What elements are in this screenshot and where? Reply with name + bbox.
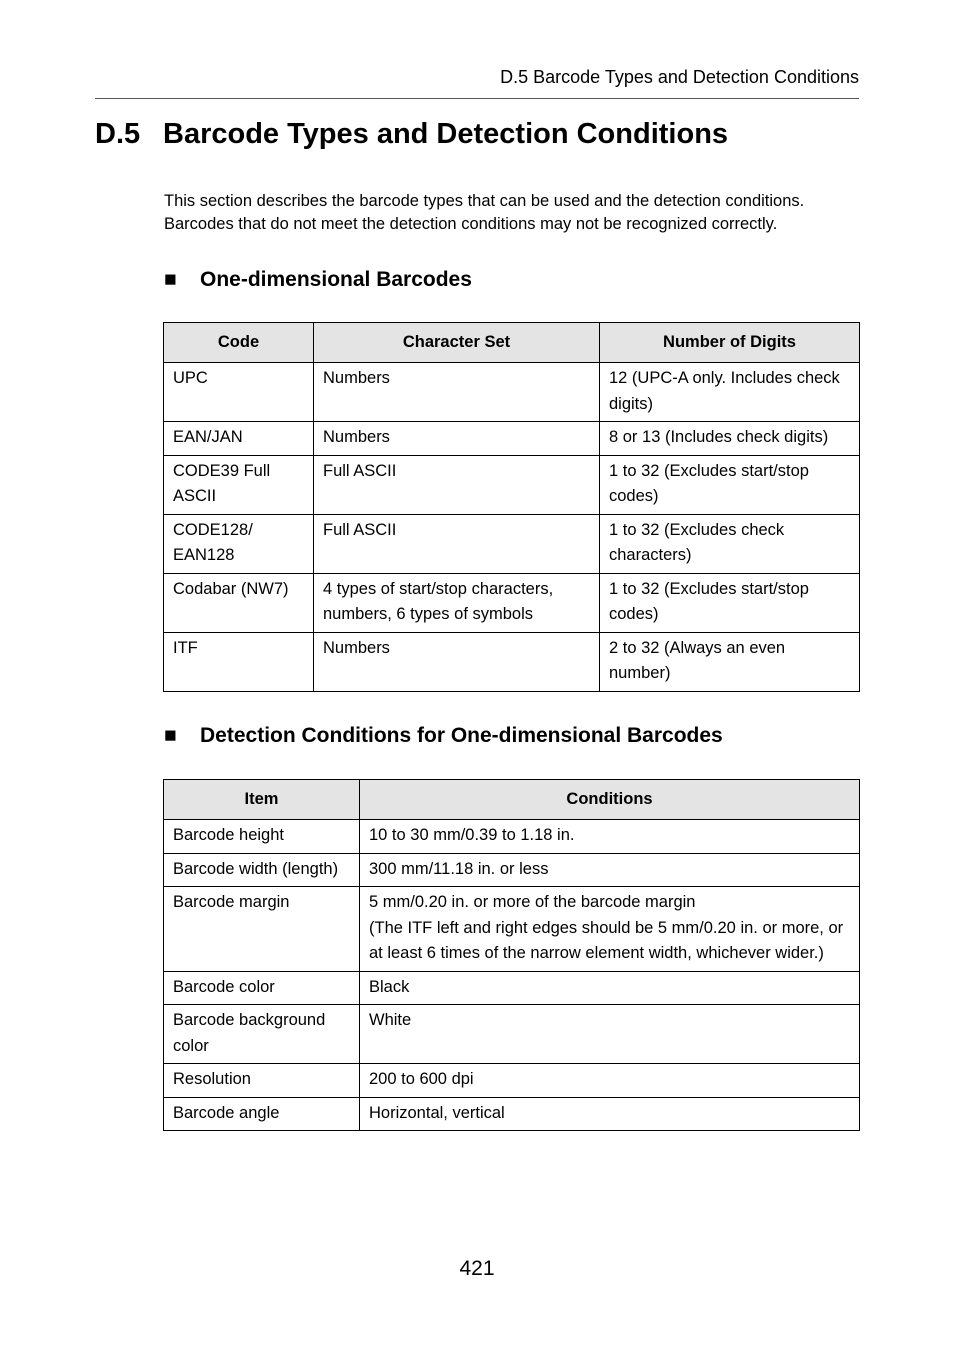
table-row: [164, 1064, 860, 1098]
digits-cell: 12 (UPC-A only. Includes check digits): [600, 363, 860, 422]
character-set-cell: Numbers: [314, 632, 600, 691]
condition-cell: 200 to 600 dpi: [360, 1064, 860, 1098]
character-set-cell: Full ASCII: [314, 455, 600, 514]
column-header-number-of-digits: Number of Digits: [600, 323, 860, 363]
one-dimensional-heading: [164, 267, 472, 293]
digits-cell: 1 to 32 (Excludes check characters): [600, 514, 860, 573]
digits-cell: 2 to 32 (Always an even number): [600, 632, 860, 691]
character-set-cell: Full ASCII: [314, 514, 600, 573]
character-set-cell: Numbers: [314, 363, 600, 422]
condition-cell: 10 to 30 mm/0.39 to 1.18 in.: [360, 820, 860, 854]
item-cell: Resolution: [164, 1064, 360, 1098]
code-cell: Codabar (NW7): [164, 573, 314, 632]
running-header: D.5 Barcode Types and Detection Conditions: [500, 67, 859, 87]
item-cell: Barcode color: [164, 971, 360, 1005]
section-number: D.5: [95, 118, 141, 150]
margin-condition: 5 mm/0.20 in. or more of the barcode margin: [369, 893, 696, 911]
code-cell: EAN/JAN: [164, 422, 314, 456]
column-header-item: Item: [164, 780, 360, 820]
table-row: [164, 971, 860, 1005]
item-cell: Barcode background color: [164, 1005, 360, 1064]
digits-cell: 1 to 32 (Excludes start/stop codes): [600, 573, 860, 632]
barcode-types-table: [163, 322, 860, 692]
table-row: [164, 455, 860, 514]
character-set-cell: Numbers: [314, 422, 600, 456]
table-row: [164, 853, 860, 887]
table-header-row: [164, 323, 860, 363]
item-cell: Barcode angle: [164, 1097, 360, 1131]
code-cell: ITF: [164, 632, 314, 691]
intro-line-2: Barcodes that do not meet the detection conditions may not be recognized correctly.: [164, 215, 778, 233]
digits-cell: 1 to 32 (Excludes start/stop codes): [600, 455, 860, 514]
code-cell: CODE39 Full ASCII: [164, 455, 314, 514]
digits-cell: 8 or 13 (Includes check digits): [600, 422, 860, 456]
item-cell: Barcode margin: [164, 887, 360, 972]
table-row: [164, 1097, 860, 1131]
code-cell: CODE128/ EAN128: [164, 514, 314, 573]
page-number: 421: [459, 1257, 495, 1280]
intro-line-1: This section describes the barcode types that can be used and the detection conditions.: [164, 192, 805, 210]
detection-conditions-heading-text: Detection Conditions for One-dimensional Barcodes: [200, 724, 723, 747]
one-dimensional-heading-text: One-dimensional Barcodes: [200, 268, 472, 291]
margin-condition-note: (The ITF left and right edges should be 5 mm/0.20 in. or more, or at least 6 times of the narrow element width, whichever wider.): [369, 918, 844, 962]
column-header-code: Code: [164, 323, 314, 363]
code-cell: UPC: [164, 363, 314, 422]
table-row: [164, 422, 860, 456]
intro-paragraph: [164, 190, 864, 236]
table-row: [164, 632, 860, 691]
condition-cell: [360, 887, 860, 972]
condition-cell: White: [360, 1005, 860, 1064]
condition-cell: Black: [360, 971, 860, 1005]
detection-conditions-heading: [164, 723, 723, 749]
item-cell: Barcode height: [164, 820, 360, 854]
header-divider: [95, 98, 859, 99]
table-row: [164, 514, 860, 573]
character-set-cell: 4 types of start/stop characters, numbers, 6 types of symbols: [314, 573, 600, 632]
table-row: [164, 1005, 860, 1064]
section-title: [95, 116, 728, 152]
table-header-row: [164, 780, 860, 820]
table-row: [164, 820, 860, 854]
column-header-conditions: Conditions: [360, 780, 860, 820]
column-header-character-set: Character Set: [314, 323, 600, 363]
square-bullet-icon: ■: [164, 724, 177, 747]
table-row: [164, 363, 860, 422]
section-title-text: Barcode Types and Detection Conditions: [163, 118, 729, 150]
detection-conditions-table: [163, 779, 860, 1131]
square-bullet-icon: ■: [164, 268, 177, 291]
condition-cell: 300 mm/11.18 in. or less: [360, 853, 860, 887]
table-row: [164, 573, 860, 632]
table-row: [164, 887, 860, 972]
condition-cell: Horizontal, vertical: [360, 1097, 860, 1131]
item-cell: Barcode width (length): [164, 853, 360, 887]
